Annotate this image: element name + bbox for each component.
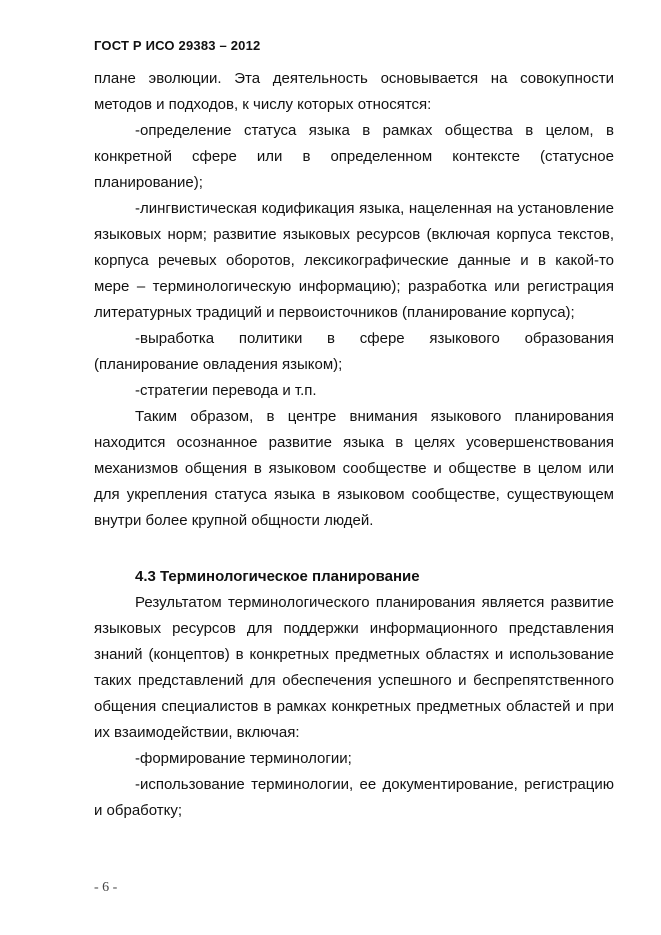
list-item-corpus-planning: -лингвистическая кодификация языка, нацеленная на установление языковых норм; развитие языковых ресурсов (включая корпуса текстов, корпуса речевых оборотов, лексикографические данные и в какой-то мере – терминологическую информацию); разработка или регистрация литературных традиций и первоисточников (планирование корпуса); (94, 200, 614, 321)
list-item-terminology-formation: -формирование терминологии; (135, 750, 352, 767)
list-item-acquisition-planning: -выработка политики в сфере языкового образования (планирование овладения языком); (94, 330, 614, 373)
document-body (94, 66, 614, 824)
list-item-terminology-usage: -использование терминологии, ее документирование, регистрацию и обработку; (94, 776, 614, 819)
document-header: ГОСТ Р ИСО 29383 – 2012 (94, 38, 261, 53)
paragraph-continuation: плане эволюции. Эта деятельность основывается на совокупности методов и подходов, к числу которых относятся: (94, 70, 614, 113)
list-item-status-planning: -определение статуса языка в рамках общества в целом, в конкретной сфере или в определенном контексте (статусное планирование); (94, 122, 614, 191)
list-item-translation-strategies: -стратегии перевода и т.п. (135, 382, 317, 399)
section-paragraph-intro: Результатом терминологического планирования является развитие языковых ресурсов для поддержки информационного представления знаний (концептов) в конкретных предметных областях и использование таких представлений для обеспечения успешного и беспрепятственного общения специалистов в рамках конкретных предметных областей и при их взаимодействии, включая: (94, 594, 614, 741)
section-heading: 4.3 Терминологическое планирование (135, 568, 420, 585)
page-number: - 6 - (94, 880, 118, 895)
paragraph-summary: Таким образом, в центре внимания языкового планирования находится осознанное развитие языка в целях усовершенствования механизмов общения в языковом сообществе и обществе в целом или для укрепления статуса языка в языковом сообществе, существующем внутри более крупной общности людей. (94, 408, 614, 529)
